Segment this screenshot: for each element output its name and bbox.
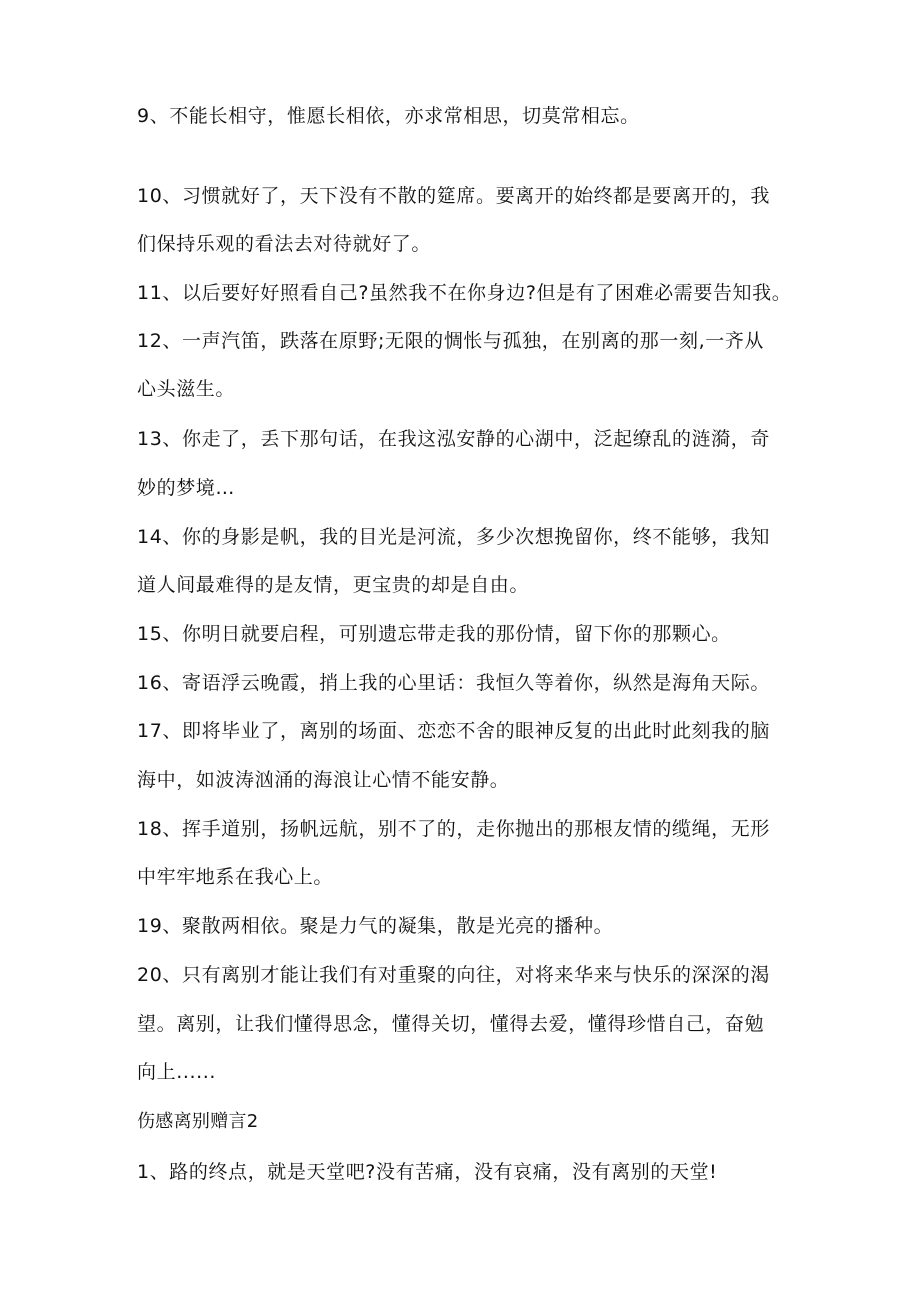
text-line: 妙的梦境… (137, 477, 236, 499)
text-line: 心头滋生。 (137, 378, 236, 400)
text-line: 13、你走了，丢下那句话，在我这泓安静的心湖中，泛起缭乱的涟漪，奇 (137, 428, 770, 450)
text-line: 海中，如波涛汹涌的海浪让心情不能安静。 (137, 769, 510, 791)
text-line: 17、即将毕业了，离别的场面、恋恋不舍的眼神反复的出此时此刻我的脑 (137, 720, 770, 742)
text-line: 11、以后要好好照看自己?虽然我不在你身边?但是有了困难必需要告知我。 (137, 282, 792, 304)
text-line: 16、寄语浮云晚霞，捎上我的心里话：我恒久等着你，纵然是海角天际。 (137, 672, 770, 694)
text-line: 望。离别，让我们懂得思念，懂得关切，懂得去爱，懂得珍惜自己，奋勉 (137, 1013, 765, 1035)
text-line: 中牢牢地系在我心上。 (137, 866, 334, 888)
text-line: 14、你的身影是帆，我的目光是河流，多少次想挽留你，终不能够，我知 (137, 526, 770, 548)
text-line: 们保持乐观的看法去对待就好了。 (137, 233, 432, 255)
text-line: 15、你明日就要启程，可别遗忘带走我的那份情，留下你的那颗心。 (137, 623, 731, 645)
section-heading: 伤感离别赠言2 (137, 1111, 259, 1132)
text-line: 道人间最难得的是友情，更宝贵的却是自由。 (137, 574, 530, 596)
text-line: 向上...... (137, 1061, 217, 1083)
text-line: 20、只有离别才能让我们有对重聚的向往，对将来华来与快乐的深深的渴 (137, 964, 770, 986)
text-line: 1、路的终点，就是天堂吧?没有苦痛，没有哀痛，没有离别的天堂! (137, 1161, 718, 1183)
text-line: 19、聚散两相依。聚是力气的凝集，散是光亮的播种。 (137, 915, 614, 937)
text-line: 18、挥手道别，扬帆远航，别不了的，走你抛出的那根友情的缆绳，无形 (137, 818, 770, 840)
text-line: 9、不能长相守，惟愿长相依，亦求常相思，切莫常相忘。 (137, 105, 640, 127)
text-line: 10、习惯就好了，天下没有不散的筵席。要离开的始终都是要离开的，我 (137, 185, 770, 207)
text-line: 12、一声汽笛，跌落在原野;无限的惆怅与孤独，在别离的那一刻,一齐从 (137, 330, 765, 352)
